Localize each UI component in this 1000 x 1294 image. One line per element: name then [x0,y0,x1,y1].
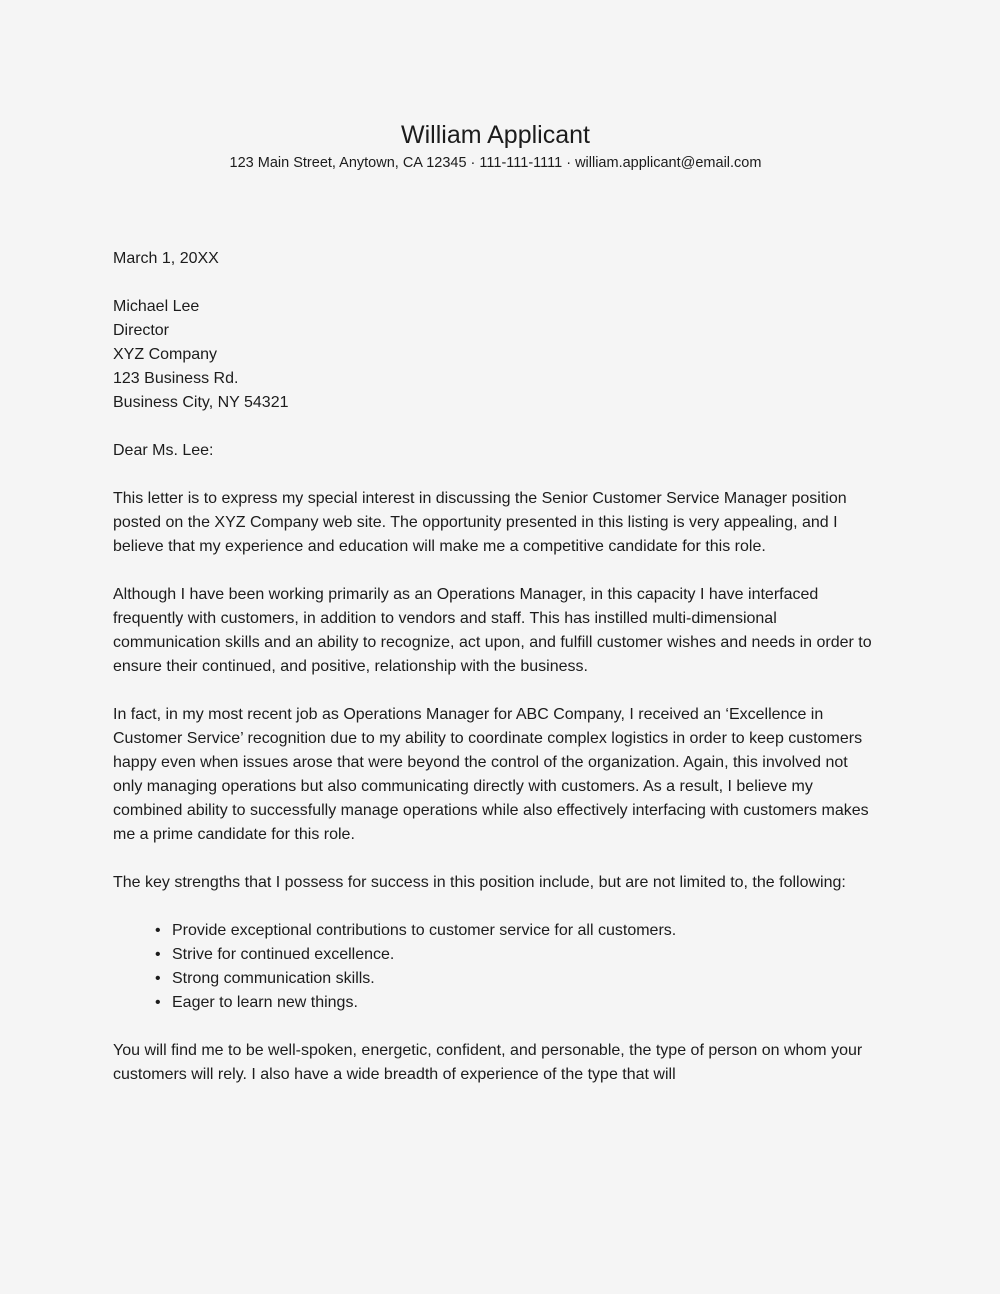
recipient-street: 123 Business Rd. [113,370,239,387]
strengths-list [113,919,878,1015]
body-paragraph: Although I have been working primarily as an Operations Manager, in this capacity I have interfaced frequently with customers, in addition to vendors and staff. This has instilled multi-dimensional communication skills and an ability to recognize, act upon, and fulfill customer wishes and needs in order to ensure their continued, and positive, relationship with the business. [113,586,872,675]
applicant-name: William Applicant [401,121,590,149]
letter-header [113,120,878,173]
recipient-block [113,295,878,415]
body-paragraph: The key strengths that I possess for success in this position include, but are not limited to, the following: [113,874,846,891]
contact-line: 123 Main Street, Anytown, CA 12345 · 111-111-1111 · william.applicant@email.com [229,155,762,171]
body-paragraph: In fact, in my most recent job as Operations Manager for ABC Company, I received an ‘Excellence in Customer Service’ recognition due to my ability to coordinate complex logistics in order to keep customers happy even when issues arose that were beyond the control of the organization. Again, this involved not only managing operations but also communicating directly with customers. As a result, I believe my combined ability to successfully manage operations while also effectively interfacing with customers makes me a prime candidate for this role. [113,706,869,843]
strengths-item: • Eager to learn new things. [155,991,878,1015]
body-paragraph: This letter is to express my special interest in discussing the Senior Customer Service Manager position posted on the XYZ Company web site. The opportunity presented in this listing is very appealing, and I believe that my experience and education will make me a competitive candidate for this role. [113,490,847,555]
recipient-company: XYZ Company [113,346,218,363]
salutation: Dear Ms. Lee: [113,442,214,459]
closing-paragraph: You will find me to be well-spoken, energetic, confident, and personable, the type of person on whom your customers will rely. I also have a wide breadth of experience of the type that will [113,1042,863,1083]
strengths-item: • Provide exceptional contributions to customer service for all customers. [155,919,878,943]
recipient-title: Director [113,322,170,339]
strengths-item: • Strong communication skills. [155,967,878,991]
date-line: March 1, 20XX [113,250,219,267]
recipient-name: Michael Lee [113,298,200,315]
strengths-item: • Strive for continued excellence. [155,943,878,967]
recipient-city: Business City, NY 54321 [113,394,289,411]
